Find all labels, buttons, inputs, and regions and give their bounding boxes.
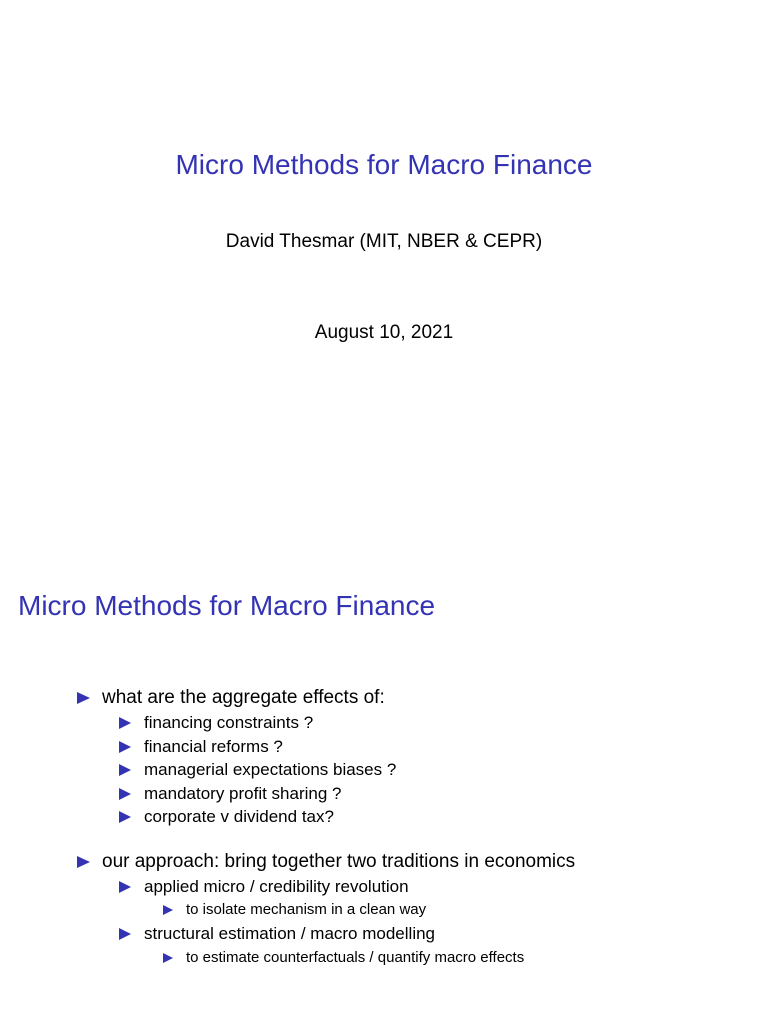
sub-sub-bullet-text: to isolate mechanism in a clean way — [186, 901, 427, 918]
sub-bullet-item — [0, 805, 768, 829]
sub-bullet-item — [0, 711, 768, 735]
sub-bullet-item — [0, 758, 768, 782]
triangle-bullet-icon — [119, 881, 131, 893]
presentation-title: Micro Methods for Macro Finance — [175, 149, 593, 180]
sub-bullet-text: applied micro / credibility revolution — [144, 876, 409, 896]
sub-bullet-text: financial reforms ? — [144, 736, 283, 756]
triangle-bullet-icon — [119, 788, 131, 800]
triangle-bullet-icon — [119, 717, 131, 729]
bullet-item — [0, 685, 768, 711]
sub-sub-bullet-item — [0, 898, 768, 922]
triangle-bullet-icon — [119, 811, 131, 823]
triangle-bullet-icon — [163, 905, 173, 915]
bullet-spacer — [0, 829, 768, 849]
bullet-item — [0, 849, 768, 875]
author-line: David Thesmar (MIT, NBER & CEPR) — [225, 231, 543, 252]
sub-bullet-item — [0, 782, 768, 806]
sub-bullet-text: mandatory profit sharing ? — [144, 783, 342, 803]
bullet-text: our approach: bring together two traditions in economics — [102, 850, 576, 872]
sub-bullet-text: managerial expectations biases ? — [144, 760, 397, 779]
triangle-bullet-icon — [77, 856, 90, 868]
sub-sub-bullet-item — [0, 946, 768, 970]
triangle-bullet-icon — [77, 692, 90, 704]
frame-title: Micro Methods for Macro Finance — [18, 590, 436, 621]
content-slide — [0, 512, 768, 1024]
bullet-list — [0, 685, 768, 970]
presentation-date: August 10, 2021 — [314, 322, 454, 343]
sub-bullet-text: financing constraints ? — [144, 713, 314, 732]
triangle-bullet-icon — [119, 741, 131, 753]
sub-bullet-text: corporate v dividend tax? — [144, 807, 334, 826]
sub-bullet-text: structural estimation / macro modelling — [144, 924, 436, 943]
sub-bullet-item — [0, 922, 768, 946]
triangle-bullet-icon — [163, 953, 173, 963]
sub-sub-bullet-text: to estimate counterfactuals / quantify macro effects — [186, 948, 525, 966]
sub-bullet-item — [0, 735, 768, 759]
triangle-bullet-icon — [119, 764, 131, 776]
triangle-bullet-icon — [119, 928, 131, 940]
bullet-text: what are the aggregate effects of: — [102, 687, 385, 708]
sub-bullet-item — [0, 875, 768, 899]
